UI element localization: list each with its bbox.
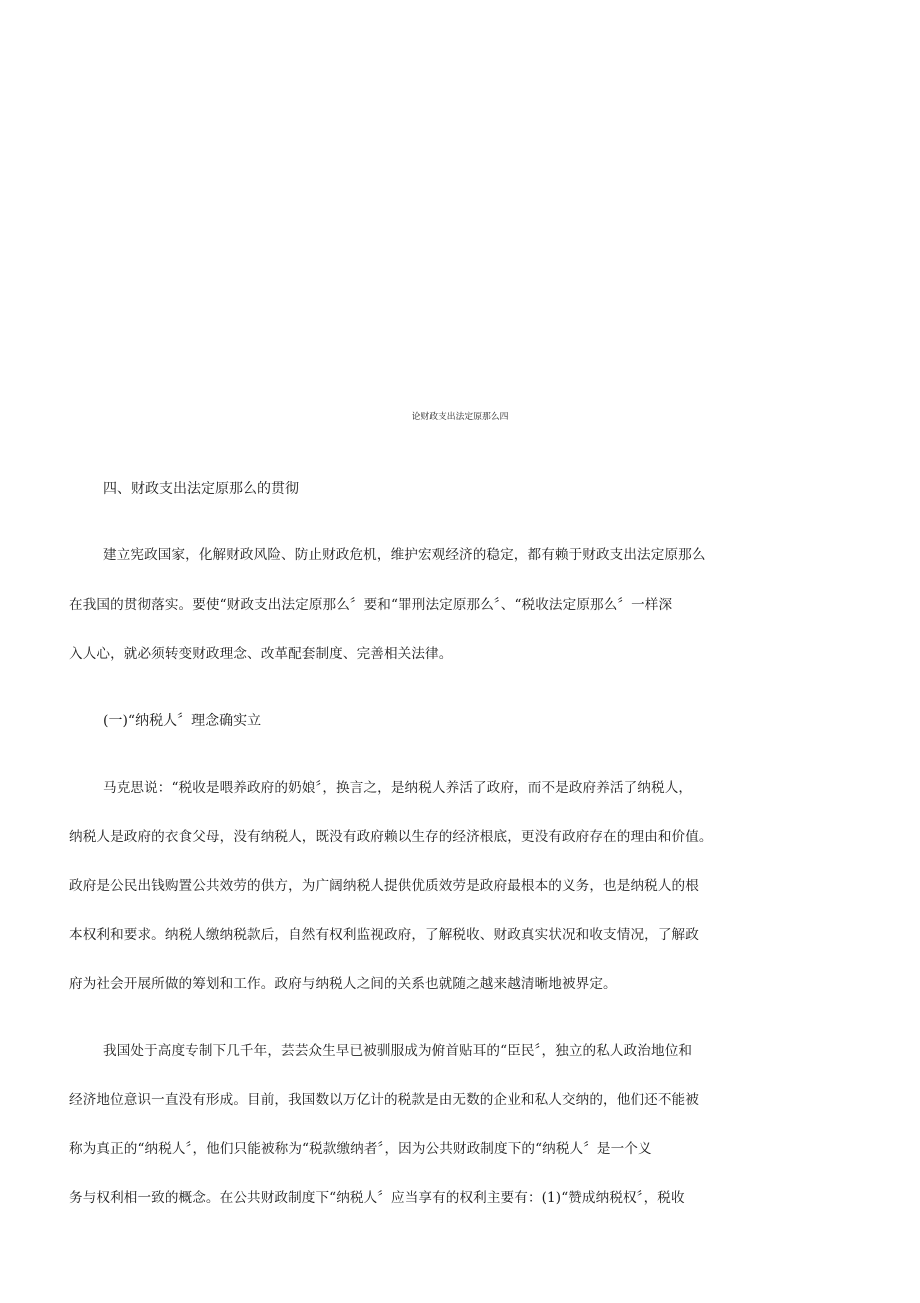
paragraph-line: 称为真正的“纳税人〞，他们只能被称为“税款缴纳者〞，因为公共财政制度下的“纳税人〞是一个义 (69, 1141, 652, 1157)
document-title: 论财政支出法定原那么四 (411, 412, 509, 422)
paragraph-line: 经济地位意识一直没有形成。目前，我国数以万亿计的税款是由无数的企业和私人交纳的，他们还不能被 (69, 1092, 699, 1108)
paragraph-line: 纳税人是政府的衣食父母，没有纳税人，既没有政府赖以生存的经济根底，更没有政府存在的理由和价值。 (69, 829, 713, 845)
paragraph-line: 我国处于高度专制下几千年，芸芸众生早已被驯服成为俯首贴耳的“臣民〞，独立的私人政治地位和 (103, 1043, 693, 1059)
paragraph-line: 建立宪政国家，化解财政风险、防止财政危机，维护宏观经济的稳定，都有赖于财政支出法定原那么 (103, 547, 706, 563)
paragraph-line: 府为社会开展所做的筹划和工作。政府与纳税人之间的关系也就随之越来越清晰地被界定。 (69, 976, 617, 992)
subheading: (一)“纳税人〞理念确实立 (103, 713, 262, 729)
section-heading: 四、财政支出法定原那么的贯彻 (103, 481, 299, 497)
paragraph-line: 在我国的贯彻落实。要使“财政支出法定原那么〞要和“罪刑法定原那么〞、“税收法定原那么〞一样深 (69, 597, 673, 613)
paragraph-line: 本权利和要求。纳税人缴纳税款后，自然有权利监视政府，了解税收、财政真实状况和收支情况，了解政 (69, 927, 699, 943)
paragraph-line: 政府是公民出钱购置公共效劳的供方，为广阔纳税人提供优质效劳是政府最根本的义务，也是纳税人的根 (69, 878, 699, 894)
paragraph-line: 务与权利相一致的概念。在公共财政制度下“纳税人〞应当享有的权利主要有：(1)“赞成纳税权〞，税收 (69, 1190, 685, 1206)
paragraph-line: 入人心，就必须转变财政理念、改革配套制度、完善相关法律。 (69, 646, 453, 662)
paragraph-line: 马克思说：“税收是喂养政府的奶娘〞，换言之，是纳税人养活了政府，而不是政府养活了纳税人， (103, 780, 693, 796)
